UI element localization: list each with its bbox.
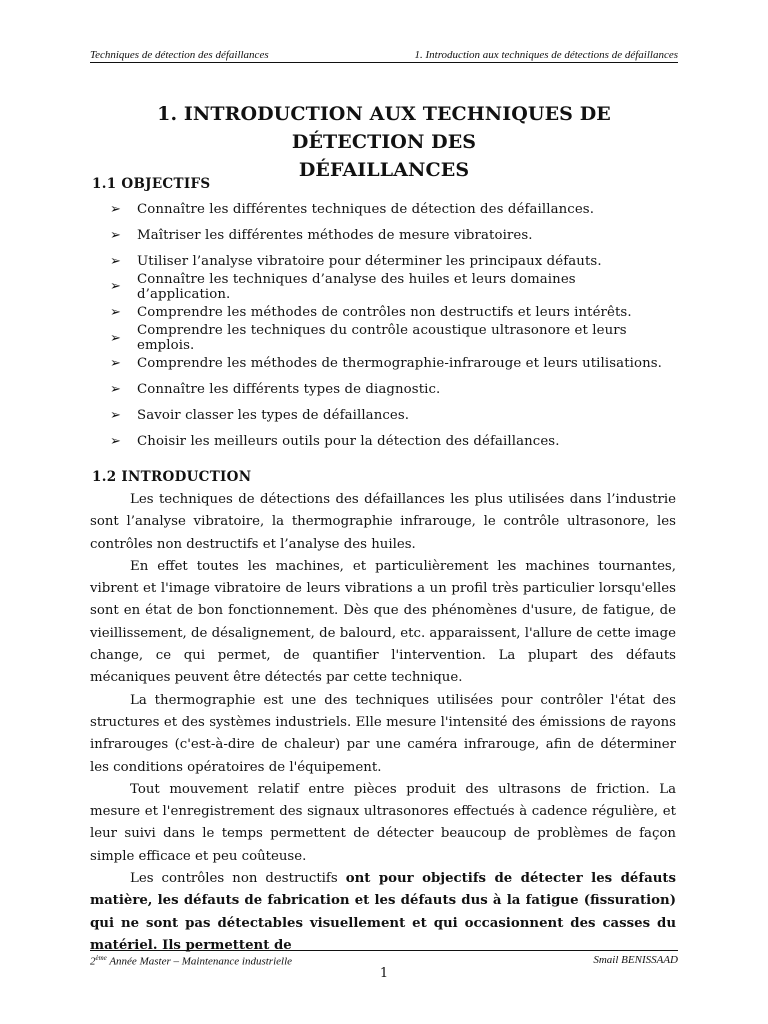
arrow-bullet-icon: ➢ [110, 253, 121, 269]
paragraph: Tout mouvement relatif entre pièces produit des ultrasons de friction. La mesure et l'enregistrement des signaux ultrasonores effectués à cadence régulière, et leur suivi dans le temps permettent de détecter beaucoup de problèmes de façon simple efficace et peu coûteuse. [90, 781, 676, 864]
arrow-bullet-icon: ➢ [110, 433, 121, 449]
objective-text: Connaître les différents types de diagnostic. [137, 382, 441, 398]
arrow-bullet-icon: ➢ [110, 382, 121, 398]
header-right-text: 1. Introduction aux techniques de détections de défaillances [414, 49, 678, 61]
list-item [110, 223, 670, 249]
footer-year-number: 2 [90, 955, 96, 968]
arrow-bullet-icon: ➢ [110, 356, 121, 372]
arrow-bullet-icon: ➢ [110, 279, 121, 295]
paragraph-bold-text: ont pour objectifs de détecter les défauts matière, les défauts de fabrication et les défauts dus à la fatigue (fissuration) qui ne sont pas détectables visuellement et qui occasionnent des casses du matériel. Ils permettent de [90, 871, 676, 953]
list-item [110, 377, 670, 403]
list-item [110, 323, 670, 354]
objectives-list [110, 197, 670, 454]
page-number: 1 [379, 966, 389, 981]
footer-course-text: Année Master – Maintenance industrielle [106, 955, 293, 968]
paragraph-start: Les contrôles non destructifs [130, 871, 346, 887]
objective-text: Comprendre les méthodes de thermographie-infrarouge et leurs utilisations. [137, 356, 663, 372]
objective-text: Choisir les meilleurs outils pour la détection des défaillances. [137, 433, 560, 449]
introduction-heading: 1.2 INTRODUCTION [92, 469, 252, 485]
list-item [110, 248, 670, 274]
page-header [90, 49, 678, 63]
list-item [110, 403, 670, 429]
header-left-text: Techniques de détection des défaillances [90, 49, 269, 61]
list-item [110, 351, 670, 377]
chapter-title-line1: 1. INTRODUCTION AUX TECHNIQUES DE DÉTECTION DES [157, 103, 611, 153]
footer-year-suffix: ème [95, 954, 107, 962]
paragraph [90, 868, 676, 957]
objective-text: Comprendre les techniques du contrôle acoustique ultrasonore et leurs emplois. [137, 323, 627, 354]
list-item [110, 428, 670, 454]
paragraph: La thermographie est une des techniques utilisées pour contrôler l'état des structures et des systèmes industriels. Elle mesure l'intensité des émissions de rayons infrarouges (c'est-à-dire de chaleur) par une caméra infrarouge, afin de déterminer les conditions opératoires de l'équipement. [90, 692, 676, 775]
arrow-bullet-icon: ➢ [110, 202, 121, 218]
list-item [110, 300, 670, 326]
objective-text: Connaître les techniques d’analyse des huiles et leurs domaines d’application. [137, 271, 576, 302]
arrow-bullet-icon: ➢ [110, 407, 121, 423]
objective-text: Savoir classer les types de défaillances. [137, 407, 410, 423]
arrow-bullet-icon: ➢ [110, 330, 121, 346]
paragraph: Les techniques de détections des défaillances les plus utilisées dans l’industrie sont l’analyse vibratoire, la thermographie infrarouge, le contrôle ultrasonore, les contrôles non destructifs et l’analyse des huiles. [90, 492, 676, 552]
arrow-bullet-icon: ➢ [110, 228, 121, 244]
objective-text: Connaître les différentes techniques de détection des défaillances. [137, 202, 595, 218]
objective-text: Comprendre les méthodes de contrôles non destructifs et leurs intérêts. [137, 305, 632, 321]
list-item [110, 271, 670, 302]
objective-text: Utiliser l’analyse vibratoire pour déterminer les principaux défauts. [137, 253, 602, 269]
paragraph: En effet toutes les machines, et particulièrement les machines tournantes, vibrent et l'image vibratoire de leurs vibrations a un profil très particulier lorsqu'elles sont en état de bon fonctionnement. Dès que des phénomènes d'usure, de fatigue, de vieillissement, de désalignement, de balourd, etc. apparaissent, l'allure de cette image change, ce qui permet, de quantifier l'intervention. La plupart des défauts mécaniques peuvent être détectés par cette technique. [90, 558, 676, 686]
arrow-bullet-icon: ➢ [110, 305, 121, 321]
page-footer [90, 950, 678, 968]
introduction-body [90, 489, 676, 957]
chapter-title [90, 100, 678, 184]
chapter-title-line2: DÉFAILLANCES [298, 159, 470, 181]
objective-text: Maîtriser les différentes méthodes de mesure vibratoires. [137, 228, 533, 244]
footer-author: Smail BENISSAAD [593, 954, 678, 966]
objectives-heading: 1.1 OBJECTIFS [92, 176, 211, 192]
list-item [110, 197, 670, 223]
